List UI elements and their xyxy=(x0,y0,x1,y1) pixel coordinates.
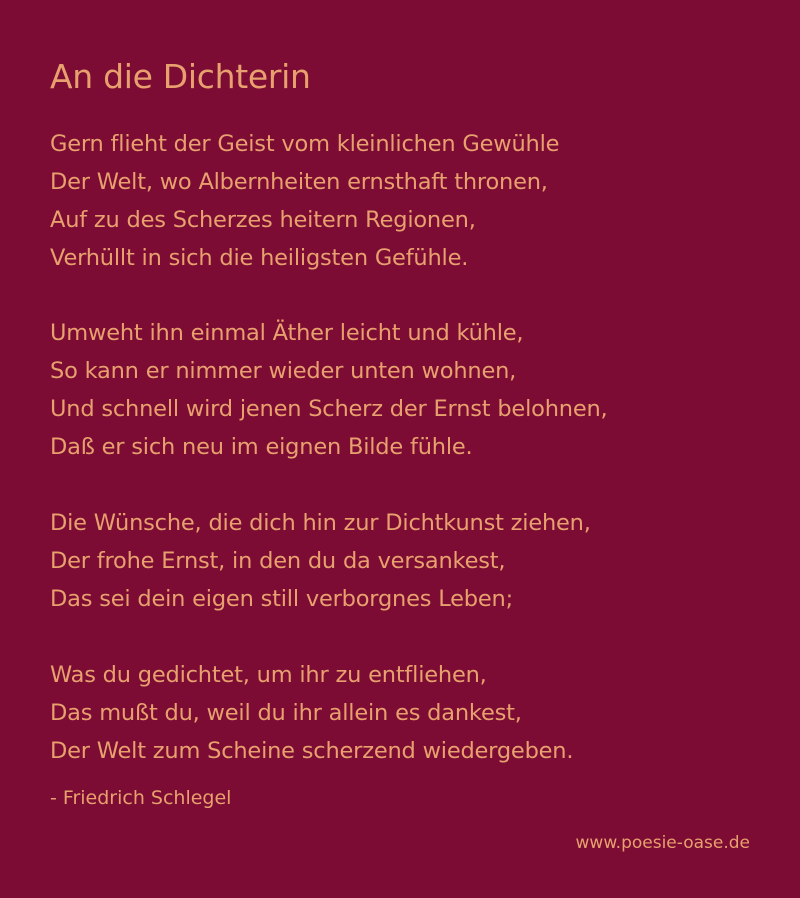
poem-line: Und schnell wird jenen Scherz der Ernst belohnen, xyxy=(50,396,608,422)
poem-line: Das sei dein eigen still verborgnes Leben; xyxy=(50,586,513,612)
stanza-1 xyxy=(50,125,559,277)
poem-line: Das mußt du, weil du ihr allein es dankest, xyxy=(50,700,522,726)
poem-line: Verhüllt in sich die heiligsten Gefühle. xyxy=(50,245,469,271)
poem-line: Gern flieht der Geist vom kleinlichen Gewühle xyxy=(50,131,560,157)
poem-line: Daß er sich neu im eignen Bilde fühle. xyxy=(50,434,473,460)
stanza-4 xyxy=(50,656,573,770)
poem-line: Die Wünsche, die dich hin zur Dichtkunst ziehen, xyxy=(50,510,591,536)
website-link[interactable]: www.poesie-oase.de xyxy=(575,833,750,853)
stanza-2 xyxy=(50,314,607,466)
poem-line: Was du gedichtet, um ihr zu entfliehen, xyxy=(50,662,487,688)
poem-line: Der Welt zum Scheine scherzend wiedergeben. xyxy=(50,738,574,764)
poem-author: - Friedrich Schlegel xyxy=(50,787,232,809)
poem-line: Auf zu des Scherzes heitern Regionen, xyxy=(50,207,476,233)
poem-line: Umweht ihn einmal Äther leicht und kühle, xyxy=(50,320,524,346)
poem-line: Der Welt, wo Albernheiten ernsthaft thronen, xyxy=(50,169,548,195)
poem-line: So kann er nimmer wieder unten wohnen, xyxy=(50,358,517,384)
poem-title: An die Dichterin xyxy=(50,57,311,96)
stanza-3 xyxy=(50,504,591,618)
poem-line: Der frohe Ernst, in den du da versankest, xyxy=(50,548,506,574)
